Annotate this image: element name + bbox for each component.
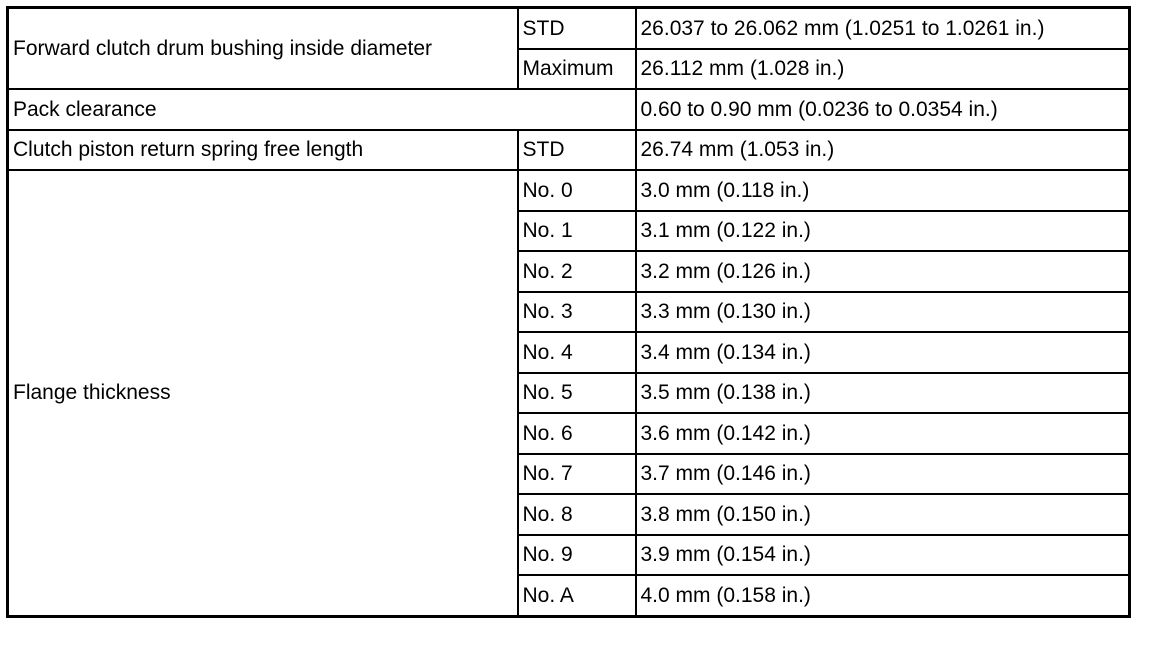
flange-no: No. 6: [518, 413, 636, 454]
table-row: [8, 89, 1130, 130]
flange-value: 3.7 mm (0.146 in.): [636, 454, 1130, 495]
flange-thickness-label: Flange thickness: [8, 170, 518, 616]
bushing-std-condition: STD: [518, 8, 636, 49]
flange-value: 3.3 mm (0.130 in.): [636, 292, 1130, 333]
flange-no: No. A: [518, 575, 636, 616]
table-row: [8, 170, 1130, 211]
bushing-max-condition: Maximum: [518, 49, 636, 90]
bushing-label: Forward clutch drum bushing inside diameter: [8, 8, 518, 90]
flange-no: No. 7: [518, 454, 636, 495]
flange-no: No. 1: [518, 211, 636, 252]
flange-value: 4.0 mm (0.158 in.): [636, 575, 1130, 616]
spring-value: 26.74 mm (1.053 in.): [636, 130, 1130, 171]
table-row: [8, 130, 1130, 171]
flange-no: No. 0: [518, 170, 636, 211]
spring-label: Clutch piston return spring free length: [8, 130, 518, 171]
flange-no: No. 4: [518, 332, 636, 373]
flange-no: No. 3: [518, 292, 636, 333]
bushing-std-value: 26.037 to 26.062 mm (1.0251 to 1.0261 in.): [636, 8, 1130, 49]
flange-value: 3.5 mm (0.138 in.): [636, 373, 1130, 414]
table-row: [8, 8, 1130, 49]
flange-value: 3.2 mm (0.126 in.): [636, 251, 1130, 292]
pack-clearance-label: Pack clearance: [8, 89, 636, 130]
flange-value: 3.6 mm (0.142 in.): [636, 413, 1130, 454]
spring-condition: STD: [518, 130, 636, 171]
pack-clearance-value: 0.60 to 0.90 mm (0.0236 to 0.0354 in.): [636, 89, 1130, 130]
flange-value: 3.4 mm (0.134 in.): [636, 332, 1130, 373]
flange-no: No. 8: [518, 494, 636, 535]
flange-value: 3.9 mm (0.154 in.): [636, 535, 1130, 576]
bushing-max-value: 26.112 mm (1.028 in.): [636, 49, 1130, 90]
flange-value: 3.8 mm (0.150 in.): [636, 494, 1130, 535]
flange-no: No. 9: [518, 535, 636, 576]
flange-value: 3.0 mm (0.118 in.): [636, 170, 1130, 211]
flange-value: 3.1 mm (0.122 in.): [636, 211, 1130, 252]
flange-no: No. 2: [518, 251, 636, 292]
specification-table: [6, 6, 1131, 618]
flange-no: No. 5: [518, 373, 636, 414]
